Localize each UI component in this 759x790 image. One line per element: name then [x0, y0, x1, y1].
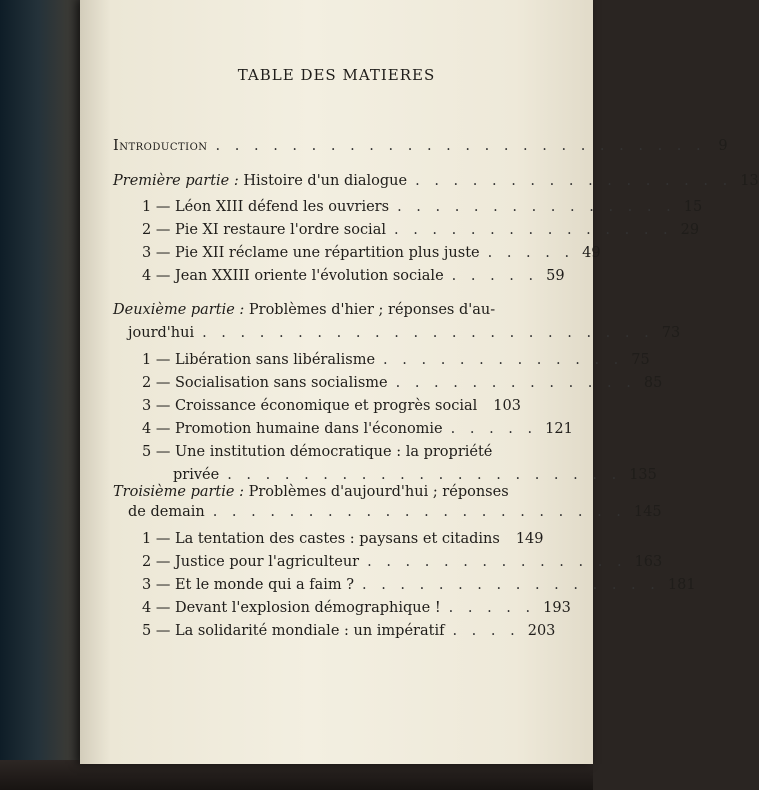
chapter-title: Promotion humaine dans l'économie [174, 421, 443, 437]
leader-dots: . . . . . . . . . . . . . . . . . [415, 173, 733, 189]
page-number: 59 [546, 268, 565, 284]
page-number: 135 [629, 467, 657, 483]
leader-dots: . . . . . . . . . . . . . [395, 375, 636, 391]
chapter-number: 4 — [142, 421, 171, 437]
page-number: 85 [643, 375, 663, 391]
toc-chapter [142, 444, 518, 468]
leader-dots: . . . . . . . . . . . . . . . . . . . . . . . . . . [215, 138, 706, 154]
toc-chapter [142, 245, 601, 269]
chapter-number: 4 — [142, 600, 171, 616]
chapter-number: 1 — [142, 352, 171, 368]
chapter-number: 1 — [142, 531, 171, 547]
chapter-title: La tentation des castes : paysans et citadins [174, 531, 500, 547]
chapter-number: 5 — [142, 444, 171, 460]
chapter-title: Justice pour l'agriculteur [174, 554, 360, 570]
leader-dots: . . . . . . . . . . . . . . . . [362, 577, 660, 593]
part-title: de demain [128, 504, 205, 520]
toc-chapter [142, 421, 573, 445]
page-number: 73 [661, 325, 681, 341]
toc-chapter [142, 222, 700, 246]
chapter-title: Pie XII réclame une répartition plus juste [174, 245, 480, 261]
chapter-title: Libération sans libéralisme [174, 352, 376, 368]
toc-chapter [142, 600, 571, 624]
chapter-title: Pie XI restaure l'ordre social [174, 222, 386, 238]
leader-dots: . . . . . . . . . . . . . . . [393, 222, 673, 238]
chapter-number: 4 — [142, 268, 171, 284]
page-number: 13 [740, 173, 759, 189]
chapter-title: Léon XIII défend les ouvriers [174, 199, 390, 215]
toc-chapter [142, 554, 663, 578]
toc-part-1 [113, 173, 759, 197]
toc-chapter [142, 531, 544, 555]
chapter-number: 5 — [142, 623, 171, 639]
book-page [80, 0, 759, 764]
leader-dots: . . . . . . . . . . . . . . . . . . . . . . [212, 504, 626, 520]
leader-dots: . . . . [452, 623, 520, 639]
toc-chapter [142, 199, 703, 223]
chapter-number: 1 — [142, 199, 171, 215]
page-number: 29 [680, 222, 700, 238]
chapter-title: Jean XXIII oriente l'évolution sociale [174, 268, 444, 284]
chapter-number: 2 — [142, 222, 171, 238]
page-number: 145 [633, 504, 662, 520]
page-number: 163 [634, 554, 663, 570]
toc-part-2 [113, 302, 518, 326]
leader-dots: . . . . . [451, 268, 539, 284]
chapter-title: Une institution démocratique : la propriété [174, 444, 493, 460]
toc-chapter [142, 352, 650, 376]
toc-part-2-cont [128, 325, 681, 349]
leader-dots: . . . . . . . . . . . . . [383, 352, 624, 368]
page-title: TABLE DES MATIERES [237, 66, 436, 84]
leader-dots: . . . . . [450, 421, 538, 437]
page-number: 149 [515, 531, 544, 547]
toc-chapter [142, 577, 696, 601]
background-bottom [0, 760, 593, 790]
chapter-title: privée [173, 467, 220, 483]
page-number: 121 [545, 421, 573, 437]
page-number: 49 [582, 245, 601, 261]
background-left [0, 0, 84, 790]
page-number: 9 [718, 138, 728, 154]
page-number: 193 [543, 600, 571, 616]
chapter-title: Croissance économique et progrès social [174, 398, 478, 414]
toc-chapter [142, 623, 556, 647]
part-title: Problèmes d'aujourd'hui ; réponses [248, 484, 509, 500]
leader-dots: . . . . . . . . . . . . . . . . . . . . . [227, 467, 622, 483]
part-title: Histoire d'un dialogue [243, 173, 408, 189]
chapter-title: Devant l'explosion démographique ! [174, 600, 441, 616]
page-number: 15 [683, 199, 703, 215]
part-label: Deuxième partie : [113, 302, 245, 318]
part-title: Problèmes d'hier ; réponses d'au- [248, 302, 496, 318]
toc-chapter [142, 398, 521, 422]
part-title: jourd'hui [128, 325, 195, 341]
leader-dots: . . . . . . . . . . . . . . . [397, 199, 676, 215]
part-label: Troisième partie : [113, 484, 244, 500]
chapter-number: 3 — [142, 577, 171, 593]
chapter-number: 3 — [142, 398, 171, 414]
toc-part-3-cont [128, 504, 662, 528]
chapter-number: 2 — [142, 375, 171, 391]
toc-chapter [142, 268, 565, 292]
leader-dots: . . . . . . . . . . . . . . [367, 554, 627, 570]
entry-title: Introduction [113, 138, 208, 154]
chapter-number: 2 — [142, 554, 171, 570]
page-number: 181 [667, 577, 696, 593]
leader-dots: . . . . . [487, 245, 575, 261]
part-label: Première partie : [113, 173, 239, 189]
page-number: 103 [493, 398, 521, 414]
toc-chapter [142, 375, 663, 399]
leader-dots: . . . . . . . . . . . . . . . . . . . . . . . . [202, 325, 654, 341]
leader-dots: . . . . . [448, 600, 536, 616]
chapter-title: La solidarité mondiale : un impératif [174, 623, 445, 639]
page-number: 203 [527, 623, 556, 639]
chapter-title: Et le monde qui a faim ? [174, 577, 354, 593]
chapter-title: Socialisation sans socialisme [174, 375, 388, 391]
chapter-number: 3 — [142, 245, 171, 261]
page-number: 75 [631, 352, 650, 368]
toc-entry-introduction [113, 138, 728, 162]
